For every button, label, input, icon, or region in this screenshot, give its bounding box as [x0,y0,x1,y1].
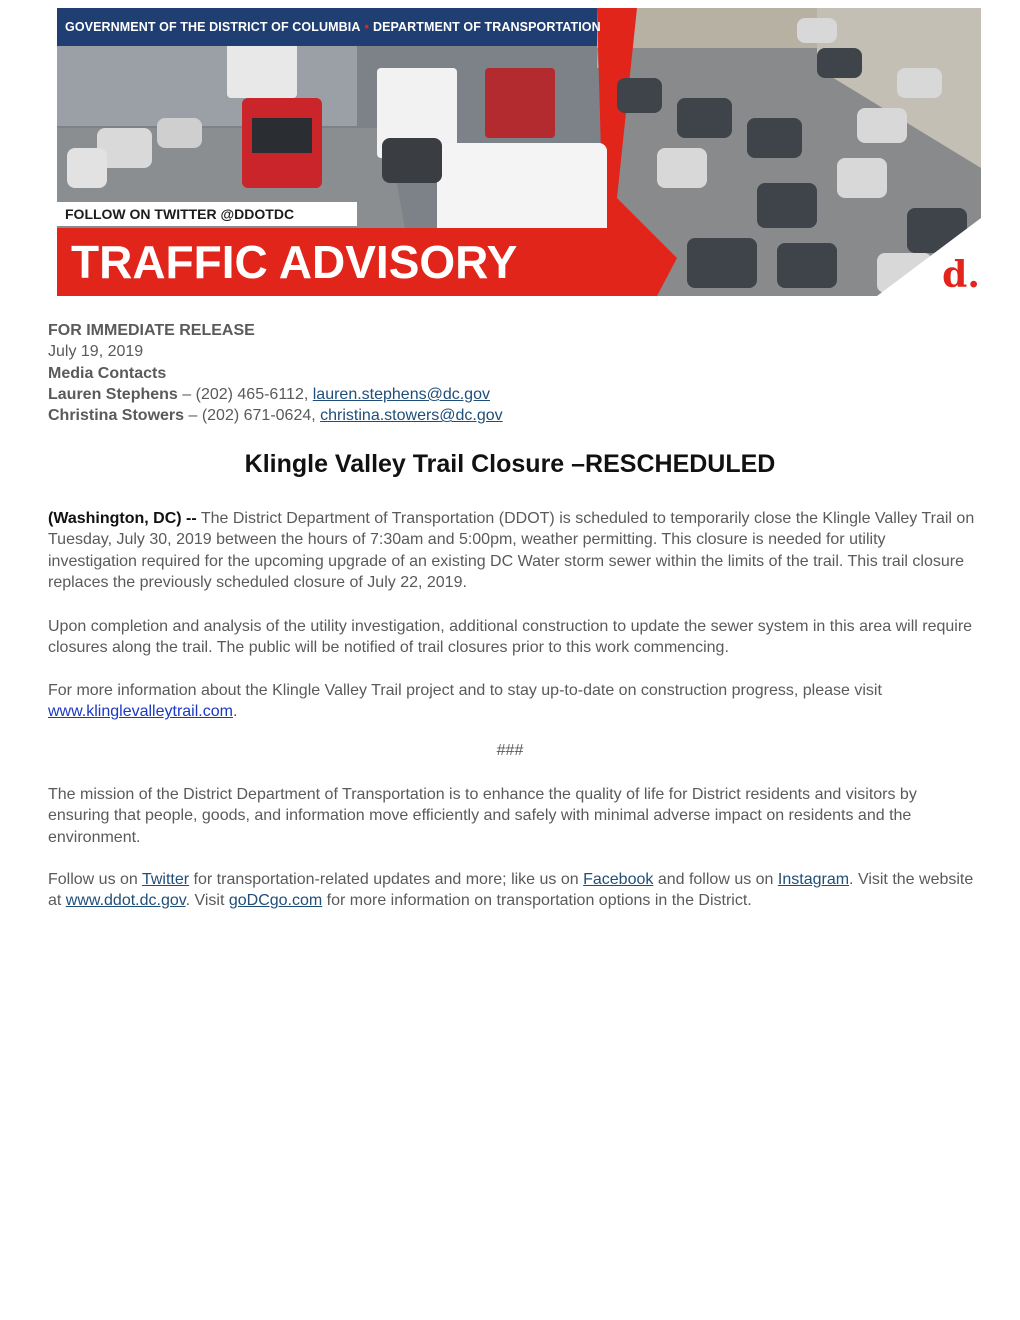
paragraph-text: The District Department of Transportation (DDOT) is scheduled to temporarily close the Klingle Valley Trail on Tuesday, July 30, 2019 between the hours of 7:30am and 5:00pm, weather permitting. This closure is needed for utility investigation required for the upcoming upgrade of an existing DC Water storm sewer within the limits of the trail. This trail closure replaces the previously scheduled closure of July 22, 2019. [48,510,975,591]
paragraph-more-info [48,680,978,723]
ddot-website-link[interactable]: www.ddot.dc.gov [65,892,186,910]
contact-name: Christina Stowers [48,407,185,425]
contact-email-link[interactable]: lauren.stephens@dc.gov [312,385,490,403]
paragraph-end: . [232,703,238,721]
contact-phone: 202) 465-6112, [200,385,313,403]
follow-text: for transportation-related updates and more; like us on [189,871,584,888]
ddot-logo: d. [942,254,980,296]
follow-text: Follow us on [48,871,142,888]
release-date: July 19, 2019 [48,343,144,361]
contact-phone: (202) 671-0624, [201,407,321,425]
page-title: Klingle Valley Trail Closure –RESCHEDULED [244,450,776,478]
instagram-link[interactable]: Instagram [777,871,850,888]
contact-dash: – ( [177,385,201,403]
end-marker: ### [496,742,524,759]
release-label: FOR IMMEDIATE RELEASE [48,322,255,339]
follow-us-paragraph [48,869,978,912]
twitter-link[interactable]: Twitter [141,871,190,888]
godcgo-link[interactable]: goDCgo.com [228,892,323,910]
gov-line-separator: • [364,20,369,34]
dateline: (Washington, DC) -- [48,510,197,527]
gov-line-left: GOVERNMENT OF THE DISTRICT OF COLUMBIA [65,20,361,34]
contact-email-link[interactable]: christina.stowers@dc.gov [320,407,503,425]
mission-statement: The mission of the District Department of Transportation is to enhance the quality of life for District residents and visitors by ensuring that people, goods, and information move efficiently and safely with minimal adverse impact on residents and the environment. [48,786,917,846]
traffic-advisory-title: TRAFFIC ADVISORY [57,228,617,296]
facebook-link[interactable]: Facebook [583,871,654,888]
follow-text: . Visit [185,892,229,910]
follow-text: . Visit the website at [48,871,974,910]
contact-row [48,405,503,426]
traffic-advisory-banner [57,8,981,296]
follow-twitter-label: FOLLOW ON TWITTER @DDOTDC [57,202,357,226]
media-contacts-label: Media Contacts [48,364,167,382]
klingle-website-link[interactable]: www.klinglevalleytrail.com [48,703,233,721]
release-contact-block [48,320,503,426]
contact-dash: – [184,407,202,425]
paragraph-text: For more information about the Klingle Valley Trail project and to stay up-to-date on construction progress, please visit [48,682,882,699]
follow-text: for more information on transportation options in the District. [322,892,752,910]
paragraph-announcement [48,508,978,593]
paragraph-followup: Upon completion and analysis of the utility investigation, additional construction to update the sewer system in this area will require closures along the trail. The public will be notified of trail closures prior to this work commencing. [48,618,973,657]
government-header-bar [57,8,601,46]
follow-text: and follow us on [653,871,778,888]
contact-name: Lauren Stephens [48,385,178,403]
contact-row [48,384,503,405]
gov-line-right: DEPARTMENT OF TRANSPORTATION [372,20,601,34]
